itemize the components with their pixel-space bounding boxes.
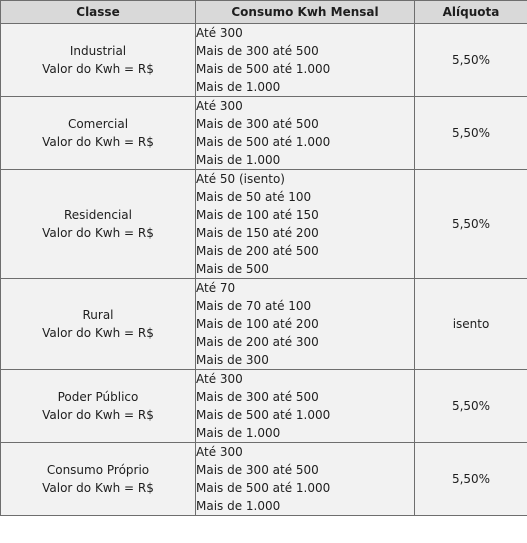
- aliquota-cell: 5,50%: [415, 370, 527, 443]
- consumo-cell: [196, 24, 415, 97]
- consumo-range: Mais de 200 até 500: [196, 244, 319, 258]
- consumo-range: Até 300: [196, 99, 243, 113]
- classe-name: Consumo Próprio: [46, 463, 150, 477]
- consumo-range: Mais de 300 até 500: [196, 463, 319, 477]
- consumo-cell: [196, 370, 415, 443]
- consumo-range: Mais de 300 até 500: [196, 117, 319, 131]
- table-row: [1, 170, 527, 279]
- kwh-value-label: Valor do Kwh = R$: [42, 326, 154, 340]
- classe-name: Residencial: [64, 208, 132, 222]
- classe-cell: [1, 279, 196, 370]
- consumo-range: Até 300: [196, 26, 243, 40]
- consumo-range: Até 70: [196, 281, 236, 295]
- consumo-cell: [196, 170, 415, 279]
- aliquota-cell: 5,50%: [415, 443, 527, 516]
- header-aliquota: Alíquota: [415, 1, 527, 24]
- consumo-range: Até 300: [196, 372, 243, 386]
- consumo-range: Mais de 150 até 200: [196, 226, 319, 240]
- consumo-range: Mais de 500 até 1.000: [196, 135, 331, 149]
- classe-cell: [1, 24, 196, 97]
- table-row: [1, 370, 527, 443]
- classe-name: Poder Público: [57, 390, 139, 404]
- kwh-value-label: Valor do Kwh = R$: [42, 408, 154, 422]
- header-classe: Classe: [1, 1, 196, 24]
- classe-name: Industrial: [69, 44, 127, 58]
- classe-cell: [1, 443, 196, 516]
- consumo-range: Mais de 500 até 1.000: [196, 408, 331, 422]
- consumo-range: Mais de 70 até 100: [196, 299, 312, 313]
- consumo-range: Mais de 500 até 1.000: [196, 481, 331, 495]
- consumo-range: Mais de 100 até 150: [196, 208, 319, 222]
- table-body: [1, 24, 527, 516]
- consumo-range: Mais de 500: [196, 262, 269, 276]
- aliquota-cell: isento: [415, 279, 527, 370]
- classe-name: Comercial: [67, 117, 129, 131]
- consumo-range: Mais de 1.000: [196, 80, 281, 94]
- aliquota-cell: 5,50%: [415, 170, 527, 279]
- consumo-range: Até 300: [196, 445, 243, 459]
- classe-name: Rural: [82, 308, 114, 322]
- classe-cell: [1, 170, 196, 279]
- table-row: [1, 97, 527, 170]
- consumo-range: Mais de 300 até 500: [196, 390, 319, 404]
- table-row: [1, 24, 527, 97]
- consumo-range: Mais de 1.000: [196, 153, 281, 167]
- kwh-value-label: Valor do Kwh = R$: [42, 481, 154, 495]
- consumo-cell: [196, 97, 415, 170]
- classe-cell: [1, 370, 196, 443]
- consumo-range: Mais de 50 até 100: [196, 190, 312, 204]
- consumo-range: Mais de 1.000: [196, 426, 281, 440]
- kwh-value-label: Valor do Kwh = R$: [42, 62, 154, 76]
- kwh-value-label: Valor do Kwh = R$: [42, 226, 154, 240]
- consumo-cell: [196, 443, 415, 516]
- kwh-value-label: Valor do Kwh = R$: [42, 135, 154, 149]
- header-row: [1, 1, 527, 24]
- table-row: [1, 443, 527, 516]
- header-consumo: Consumo Kwh Mensal: [196, 1, 415, 24]
- aliquota-cell: 5,50%: [415, 97, 527, 170]
- consumo-range: Mais de 500 até 1.000: [196, 62, 331, 76]
- consumo-range: Mais de 300: [196, 353, 269, 367]
- consumo-range: Mais de 200 até 300: [196, 335, 319, 349]
- table-row: [1, 279, 527, 370]
- consumo-range: Mais de 100 até 200: [196, 317, 319, 331]
- consumo-range: Mais de 300 até 500: [196, 44, 319, 58]
- consumo-cell: [196, 279, 415, 370]
- consumo-range: Mais de 1.000: [196, 499, 281, 513]
- classe-cell: [1, 97, 196, 170]
- aliquota-cell: 5,50%: [415, 24, 527, 97]
- consumo-range: Até 50 (isento): [196, 172, 285, 186]
